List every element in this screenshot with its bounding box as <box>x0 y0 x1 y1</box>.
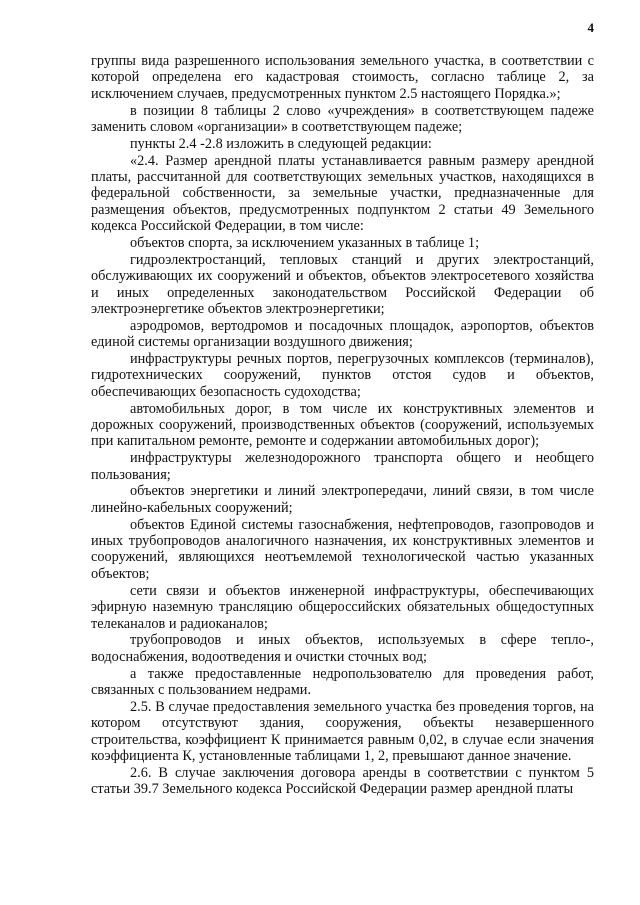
paragraph: 2.6. В случае заключения договора аренды в соответствии с пунктом 5 статьи 39.7 Земельного кодекса Российской Федерации размер арендной платы <box>91 764 594 798</box>
paragraph: а также предоставленные недропользователю для проведения работ, связанных с пользованием недрами. <box>91 665 594 698</box>
paragraph: 2.5. В случае предоставления земельного участка без проведения торгов, на котором отсутствуют здания, сооружения, объекты незавершенного строительства, коэффициент К принимается равным 0,02, в случае если значения коэффициента К, установленные таблицами 1, 2, превышают данное значение. <box>91 698 594 764</box>
paragraph: аэродромов, вертодромов и посадочных площадок, аэропортов, объектов единой системы организации воздушного движения; <box>91 317 594 351</box>
paragraph: автомобильных дорог, в том числе их конструктивных элементов и дорожных сооружений, производственных объектов (сооружений, используемых при капитальном ремонте, ремонте и содержании автомобильных дорог); <box>91 400 594 450</box>
paragraph: трубопроводов и иных объектов, используемых в сфере тепло-, водоснабжения, водоотведения и очистки сточных вод; <box>91 632 594 665</box>
paragraph: инфраструктуры железнодорожного транспорта общего и необщего пользования; <box>91 450 594 483</box>
paragraph: «2.4. Размер арендной платы устанавливается равным размеру арендной платы, рассчитанной для соответствующих земельных участков, находящихся в федеральной собственности, за земельные участки, предназначенные для размещения объектов, предусмотренных подпунктом 2 статьи 49 Земельного кодекса Российской Федерации, в том числе: <box>91 152 594 235</box>
paragraph: в позиции 8 таблицы 2 слово «учреждения» в соответствующем падеже заменить словом «организации» в соответствующем падеже; <box>91 102 594 136</box>
paragraph: объектов энергетики и линий электропередачи, линий связи, в том числе линейно-кабельных сооружений; <box>91 483 594 516</box>
paragraph: объектов спорта, за исключением указанных в таблице 1; <box>130 235 480 252</box>
paragraph: группы вида разрешенного использования земельного участка, в соответствии с которой определена его кадастровая стоимость, согласно таблице 2, за исключением случаев, предусмотренных пунктом 2.5 настоящего Порядка.»; <box>91 53 594 102</box>
paragraph: сети связи и объектов инженерной инфраструктуры, обеспечивающих эфирную наземную трансляцию общероссийских обязательных общедоступных телеканалов и радиоканалов; <box>91 582 594 632</box>
paragraph: гидроэлектростанций, тепловых станций и других электростанций, обслуживающих их сооружений и объектов, объектов электросетевого хозяйства и иных определенных законодательством Российской Федерации об электроэнергетике объектов электроэнергетики; <box>91 251 594 318</box>
page-number: 4 <box>587 20 594 35</box>
paragraph: инфраструктуры речных портов, перегрузочных комплексов (терминалов), гидротехнических сооружений, пунктов отстоя судов и объектов, обеспечивающих безопасность судоходства; <box>91 351 594 400</box>
paragraph: объектов Единой системы газоснабжения, нефтепроводов, газопроводов и иных трубопроводов аналогичного назначения, их конструктивных элементов и сооружений, являющихся неотъемлемой технологической частью указанных объектов; <box>91 516 594 582</box>
document-body <box>91 53 594 798</box>
paragraph: пункты 2.4 -2.8 изложить в следующей редакции: <box>130 135 432 152</box>
